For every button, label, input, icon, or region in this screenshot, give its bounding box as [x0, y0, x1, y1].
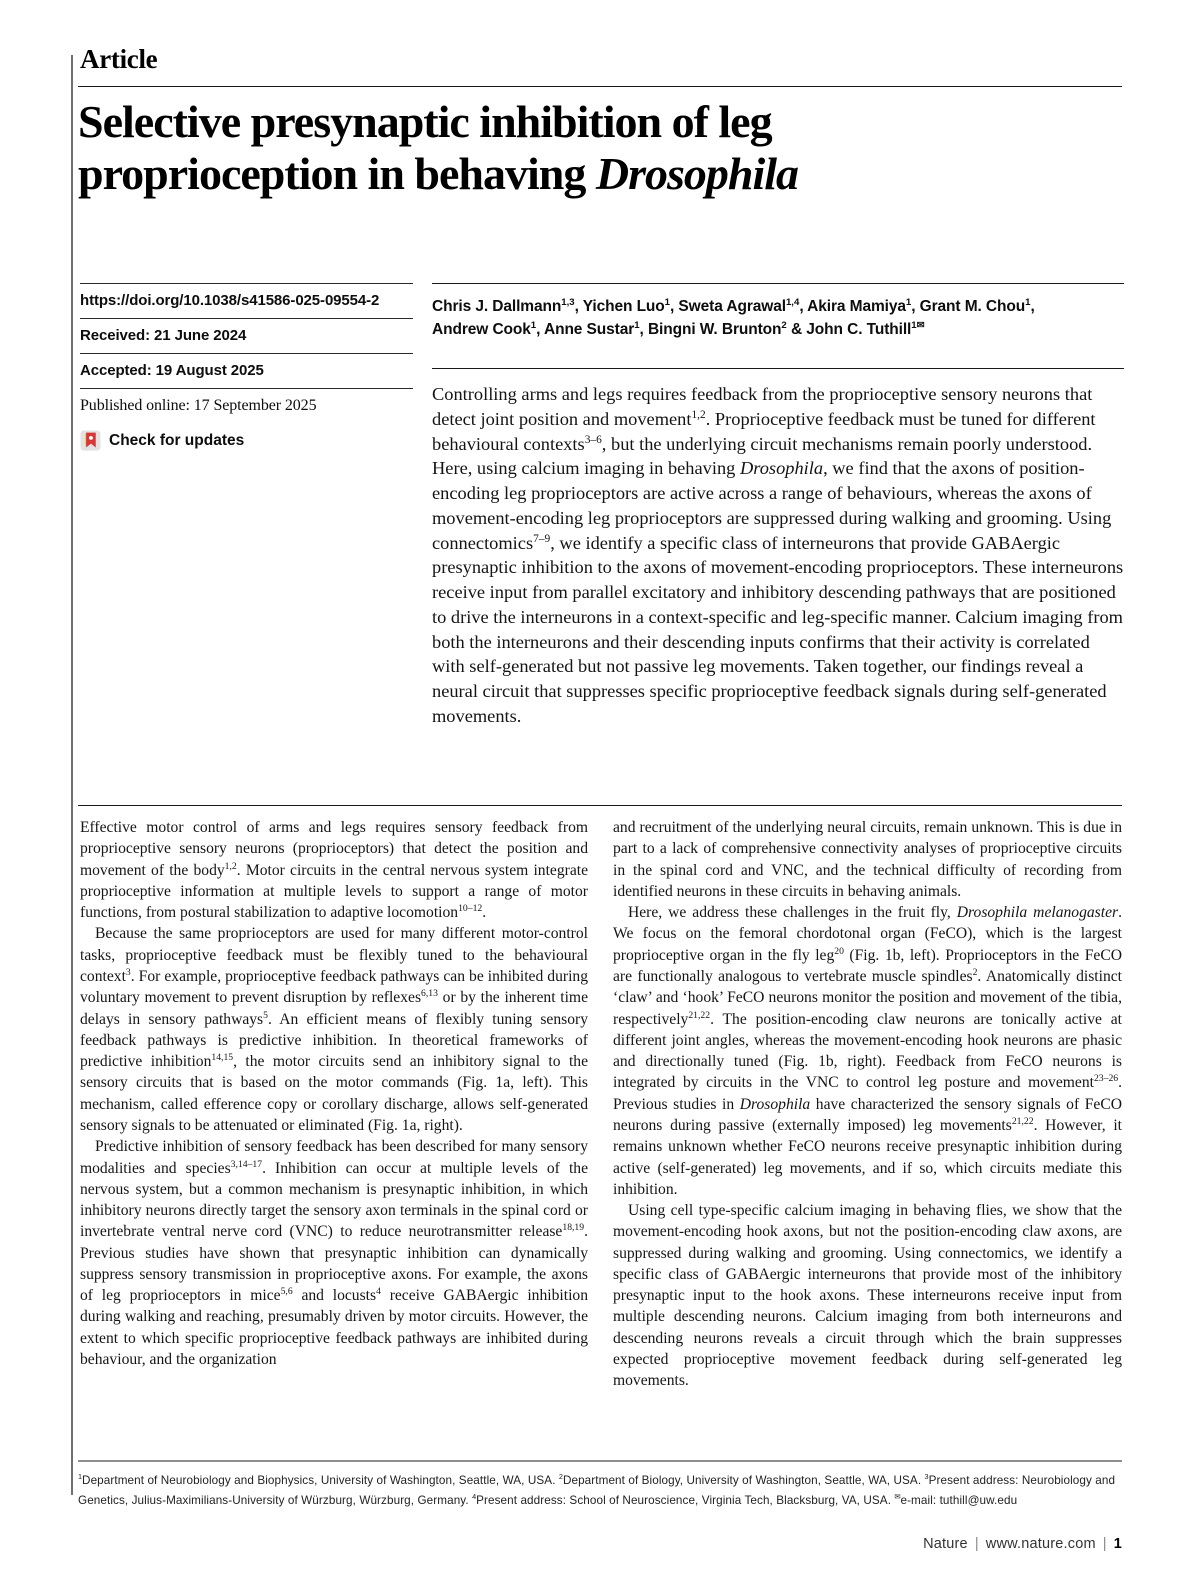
- paper-title: Selective presynaptic inhibition of leg proprioception in behaving Drosophila: [78, 96, 799, 200]
- page-footer: [923, 1536, 1122, 1552]
- accepted-date: Accepted: 19 August 2025: [80, 353, 413, 388]
- abstract: Controlling arms and legs requires feedback from the proprioceptive sensory neurons that detect joint position and movement$^{1,2}$. Proprioceptive feedback must be tuned for different behavioural contexts$^{3-6}$, but the underlying circuit mechanisms remain poorly understood. Here, using calcium imaging in behaving Drosophila, we find that the axons of position-encoding leg proprioceptors are active across a range of behaviours, whereas the axons of movement-encoding leg proprioceptors are suppressed during walking and grooming. Using connectomics$^{7-9}$, we identify a specific class of interneurons that provide GABAergic presynaptic inhibition to the axons of movement-encoding proprioceptors. These interneurons receive input from parallel excitatory and inhibitory descending pathways that are positioned to drive the interneurons in a context-specific and leg-specific manner. Calcium imaging from both the interneurons and their descending inputs confirms that their activity is correlated with self-generated but not passive leg movements. Taken together, our findings reveal a neural circuit that suppresses specific proprioceptive feedback signals during self-generated movements.: [432, 368, 1124, 729]
- doi-link[interactable]: https://doi.org/10.1038/s41586-025-09554-2: [80, 283, 413, 318]
- affiliations-footnote: $^1$Department of Neurobiology and Biophysics, University of Washington, Seattle, WA, USA. $^2$Department of Biology, University of Washington, Seattle, WA, USA. $^3$Present address: Neurobiology and Genetics, Julius-Maximilians-University of Würzburg, Würzburg, Germany. $^4$Present address: School of Neuroscience, Virginia Tech, Blacksburg, VA, USA. ✉e-mail: tuthill@uw.edu: [78, 1460, 1122, 1511]
- footer-journal: Nature: [923, 1536, 968, 1552]
- check-for-updates-label: Check for updates: [109, 431, 245, 449]
- body-column-left: [80, 817, 588, 1370]
- footer-page-number: 1: [1113, 1536, 1122, 1552]
- footer-separator: |: [974, 1536, 979, 1552]
- kicker-rule: [78, 86, 1122, 87]
- body-paragraph: Effective motor control of arms and legs requires sensory feedback from proprioceptive sensory neurons (proprioceptors) that detect the position and movement of the body$^{1,2}$. Motor circuits in the central nervous system integrate proprioceptive information at multiple levels to support a range of motor functions, from postural stabilization to adaptive locomotion$^{10-12}$.: [80, 819, 588, 922]
- body-paragraph: Here, we address these challenges in the fruit fly, Drosophila melanogaster. We focus on the femoral chordotonal organ (FeCO), which is the largest proprioceptive organ in the fly leg$^{20}$ (Fig. 1b, left). Proprioceptors in the FeCO are functionally analogous to vertebrate muscle spindles$^2$. Anatomically distinct ‘claw’ and ‘hook’ FeCO neurons monitor the position and movement of the tibia, respectively$^{21,22}$. The position-encoding claw neurons are tonically active at different joint angles, whereas the movement-encoding hook neurons are phasic and directionally tuned (Fig. 1b, right). Feedback from FeCO neurons is integrated by circuits in the VNC to control leg posture and movement$^{23-26}$. Previous studies in Drosophila have characterized the sensory signals of FeCO neurons during passive (externally imposed) leg movements$^{21,22}$. However, it remains unknown whether FeCO neurons receive presynaptic inhibition during active (self-generated) leg movements, and if so, which circuits mediate this inhibition.: [613, 904, 1122, 1198]
- body-paragraph: Because the same proprioceptors are used for many different motor-control tasks, proprioceptive feedback must be flexibly tuned to the behavioural context$^3$. For example, proprioceptive feedback pathways can be inhibited during voluntary movement to prevent disruption by reflexes$^{6,13}$ or by the inherent time delays in sensory pathways$^5$. An efficient means of flexibly tuning sensory feedback pathways is predictive inhibition. In theoretical frameworks of predictive inhibition$^{14,15}$, the motor circuits send an inhibitory signal to the sensory circuits that is based on the motor commands (Fig. 1a, left). This mechanism, called efference copy or corollary discharge, allows self-generated sensory signals to be attenuated or eliminated (Fig. 1a, right).: [80, 925, 589, 1134]
- crossmark-icon: [80, 430, 101, 451]
- footer-separator: |: [1102, 1536, 1107, 1552]
- received-date: Received: 21 June 2024: [80, 318, 413, 353]
- published-date: Published online: 17 September 2025: [80, 388, 413, 424]
- metadata-column: [80, 283, 413, 451]
- footer-site: www.nature.com: [985, 1536, 1096, 1552]
- body-paragraph: and recruitment of the underlying neural circuits, remain unknown. This is due in part to a lack of comprehensive connectivity analyses of proprioceptive circuits in the spinal cord and VNC, and the technical difficulty of recording from identified neurons in these circuits in behaving animals.: [613, 819, 1122, 900]
- left-margin-rule: [71, 55, 73, 1495]
- body-column-right: [613, 817, 1122, 1392]
- author-list: Chris J. Dallmann$^{1,3}$, Yichen Luo$^1$, Sweta Agrawal$^{1,4}$, Akira Mamiya$^1$, Grant M. Chou$^1$, Andrew Cook$^1$, Anne Sustar$^1$, Bingni W. Brunton$^2$ & John C. Tuthill$^{1✉}$: [432, 283, 1124, 342]
- body-top-rule: [78, 805, 1122, 806]
- article-kicker: Article: [80, 44, 158, 74]
- check-for-updates-link[interactable]: [80, 430, 413, 451]
- body-paragraph: Predictive inhibition of sensory feedback has been described for many sensory modalities and species$^{3,14-17}$. Inhibition can occur at multiple levels of the nervous system, but a common mechanism is presynaptic inhibition, in which inhibitory neurons directly target the sensory axon terminals in the spinal cord or invertebrate ventral nerve cord (VNC) to reduce neurotransmitter release$^{18,19}$. Previous studies have shown that presynaptic inhibition can dynamically suppress sensory transmission in proprioceptive axons. For example, the axons of leg proprioceptors in mice$^{5,6}$ and locusts$^4$ receive GABAergic inhibition during walking and reaching, presumably driven by motor circuits. However, the extent to which specific proprioceptive feedback pathways are inhibited during behaviour, and the organization: [80, 1138, 588, 1369]
- body-paragraph: Using cell type-specific calcium imaging in behaving flies, we show that the movement-encoding hook axons, but not the position-encoding claw axons, are suppressed during walking and grooming. Using connectomics, we identify a specific class of GABAergic interneurons that provide most of the inhibitory presynaptic input to the hook axons. These interneurons receive input from multiple descending neurons. Calcium imaging from both interneurons and descending neurons reveals a circuit through which the brain suppresses expected proprioceptive movement feedback during self-generated leg movements.: [613, 1202, 1122, 1390]
